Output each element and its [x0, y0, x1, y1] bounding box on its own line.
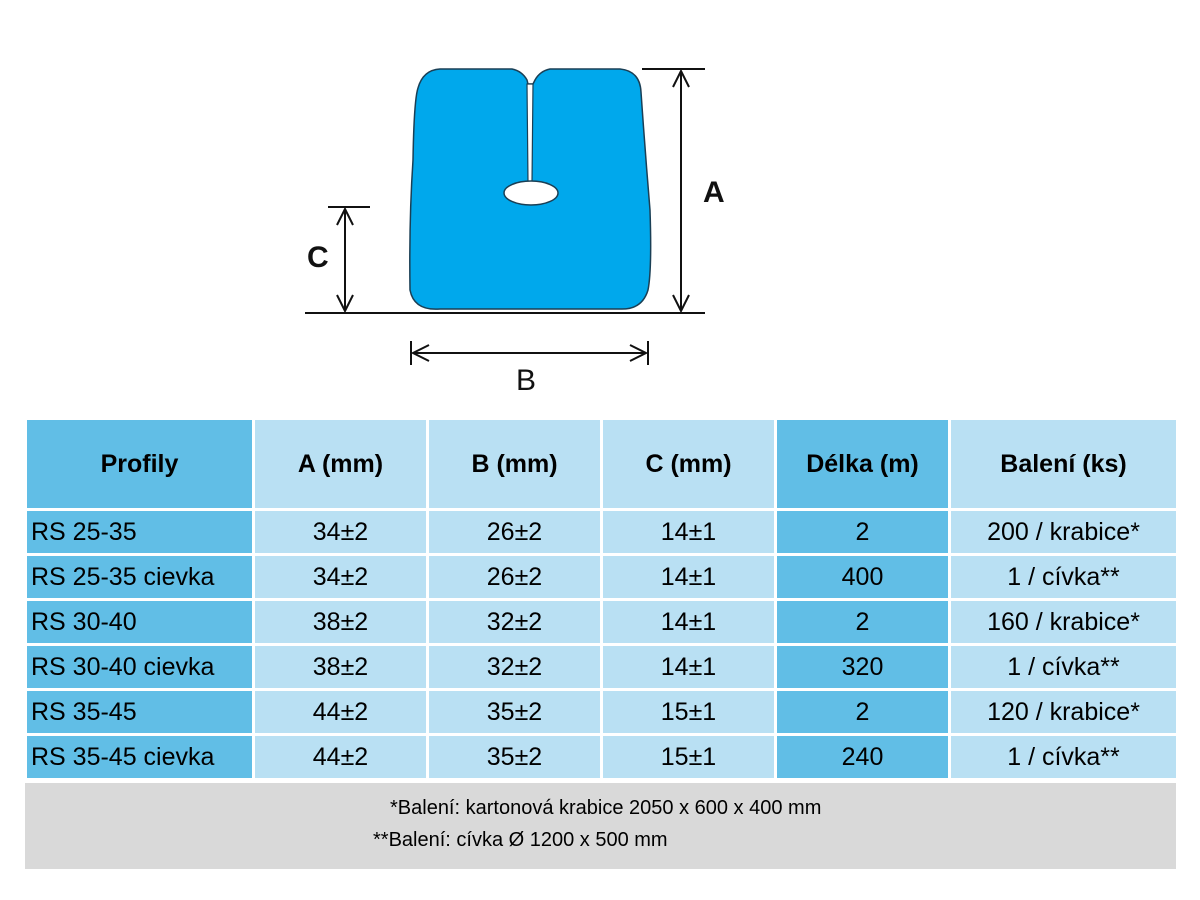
header-c: C (mm)	[603, 420, 774, 508]
cell-c: 14±1	[603, 511, 774, 553]
cell-c: 14±1	[603, 646, 774, 688]
cell-profil: RS 25-35	[27, 511, 252, 553]
packaging-notes	[25, 783, 1176, 869]
cell-b: 26±2	[429, 556, 600, 598]
spec-table	[24, 417, 1179, 781]
dim-a-label: A	[703, 176, 725, 209]
table-row	[27, 691, 1176, 733]
cell-b: 32±2	[429, 646, 600, 688]
profile-slit	[527, 84, 533, 182]
cell-profil: RS 30-40	[27, 601, 252, 643]
table-row	[27, 601, 1176, 643]
dim-c-label: C	[307, 241, 329, 274]
note-box-packaging: *Balení: kartonová krabice 2050 x 600 x 400 mm	[390, 797, 822, 819]
cell-delka: 320	[777, 646, 948, 688]
cell-a: 44±2	[255, 691, 426, 733]
table-row	[27, 511, 1176, 553]
header-delka: Délka (m)	[777, 420, 948, 508]
cell-c: 14±1	[603, 556, 774, 598]
cell-a: 38±2	[255, 601, 426, 643]
table-row	[27, 646, 1176, 688]
profile-hole	[504, 181, 558, 205]
table-row	[27, 556, 1176, 598]
cell-a: 34±2	[255, 556, 426, 598]
header-profily: Profily	[27, 420, 252, 508]
cell-a: 44±2	[255, 736, 426, 778]
cell-profil: RS 25-35 cievka	[27, 556, 252, 598]
cell-b: 35±2	[429, 736, 600, 778]
cell-delka: 2	[777, 601, 948, 643]
cell-baleni: 120 / krabice*	[951, 691, 1176, 733]
header-a: A (mm)	[255, 420, 426, 508]
cell-c: 15±1	[603, 736, 774, 778]
cell-c: 15±1	[603, 691, 774, 733]
cell-profil: RS 35-45 cievka	[27, 736, 252, 778]
table-row	[27, 736, 1176, 778]
cell-baleni: 1 / cívka**	[951, 646, 1176, 688]
header-b: B (mm)	[429, 420, 600, 508]
cell-delka: 2	[777, 691, 948, 733]
cell-baleni: 160 / krabice*	[951, 601, 1176, 643]
cell-delka: 240	[777, 736, 948, 778]
header-baleni: Balení (ks)	[951, 420, 1176, 508]
cell-b: 26±2	[429, 511, 600, 553]
note-spool-packaging: **Balení: cívka Ø 1200 x 500 mm	[373, 829, 668, 851]
cell-delka: 2	[777, 511, 948, 553]
cell-baleni: 200 / krabice*	[951, 511, 1176, 553]
cell-baleni: 1 / cívka**	[951, 736, 1176, 778]
cell-profil: RS 35-45	[27, 691, 252, 733]
cell-a: 38±2	[255, 646, 426, 688]
table-header-row	[27, 420, 1176, 508]
profile-diagram	[0, 0, 1200, 410]
cell-b: 35±2	[429, 691, 600, 733]
dim-b-label: B	[516, 364, 537, 397]
cell-c: 14±1	[603, 601, 774, 643]
cell-a: 34±2	[255, 511, 426, 553]
cell-profil: RS 30-40 cievka	[27, 646, 252, 688]
cell-baleni: 1 / cívka**	[951, 556, 1176, 598]
cell-delka: 400	[777, 556, 948, 598]
cell-b: 32±2	[429, 601, 600, 643]
